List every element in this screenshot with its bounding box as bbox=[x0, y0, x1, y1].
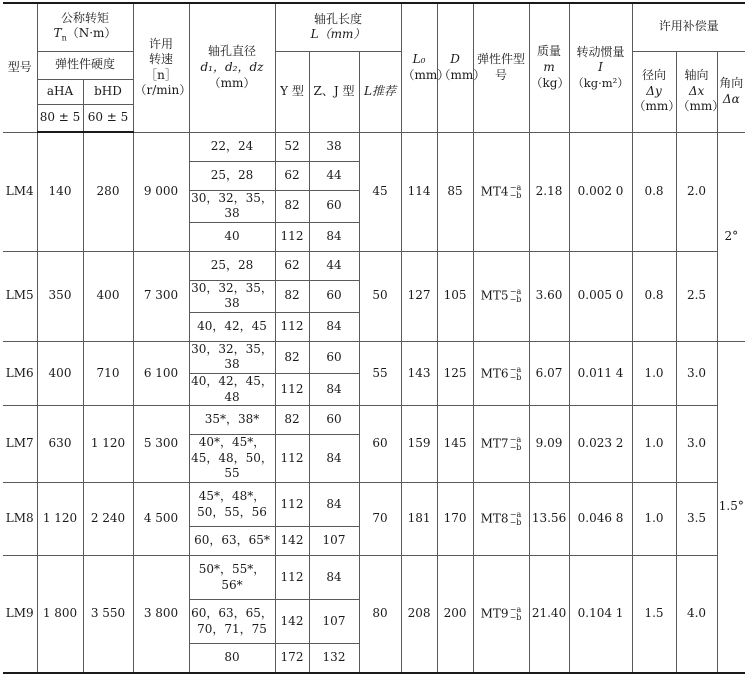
header-zj-type: Z、J 型 bbox=[309, 51, 359, 132]
table-row bbox=[3, 556, 745, 600]
length-y: 62 bbox=[275, 161, 309, 190]
header-radial: 径向 Δy （mm） bbox=[632, 51, 676, 132]
D-value: 125 bbox=[437, 341, 473, 405]
header-inertia: 转动惯量 I （kg·m²） bbox=[569, 3, 632, 132]
mass-value: 3.60 bbox=[529, 251, 569, 341]
header-torque: 公称转矩 $T_n(N\cdot m)$ bbox=[37, 3, 133, 51]
D-value: 105 bbox=[437, 251, 473, 341]
header-y-type: Y 型 bbox=[275, 51, 309, 132]
D-value: 200 bbox=[437, 556, 473, 673]
bore-diameter: 60，63，65* bbox=[189, 527, 275, 556]
length-y: 112 bbox=[275, 483, 309, 527]
length-y: 112 bbox=[275, 435, 309, 483]
length-y: 82 bbox=[275, 341, 309, 373]
radial-comp: 1.0 bbox=[632, 483, 676, 556]
torque-aHA: 140 bbox=[37, 132, 83, 251]
torque-aHA: 630 bbox=[37, 406, 83, 483]
torque-bHD: 1 120 bbox=[83, 406, 133, 483]
bore-diameter: 60，63，65， 70，71，75 bbox=[189, 600, 275, 644]
header-aHA-value: 80 ± 5 bbox=[37, 104, 83, 132]
elastic-model: MT7 −a −b bbox=[473, 406, 529, 483]
length-zj: 44 bbox=[309, 161, 359, 190]
length-zj: 107 bbox=[309, 600, 359, 644]
inertia-value: 0.002 0 bbox=[569, 132, 632, 251]
mass-value: 9.09 bbox=[529, 406, 569, 483]
bore-diameter: 40，42，45，48 bbox=[189, 374, 275, 406]
radial-comp: 0.8 bbox=[632, 251, 676, 341]
header-bore: 轴孔直径 d₁，d₂，dz （mm） bbox=[189, 3, 275, 132]
L0-value: 181 bbox=[401, 483, 437, 556]
header-speed: 许用 转速 ［n］ （r/min） bbox=[133, 3, 189, 132]
length-recommended: 60 bbox=[359, 406, 401, 483]
length-y: 112 bbox=[275, 374, 309, 406]
inertia-value: 0.104 1 bbox=[569, 556, 632, 673]
length-zj: 84 bbox=[309, 312, 359, 341]
table-row bbox=[3, 483, 745, 527]
elastic-model: MT4 −a −b bbox=[473, 132, 529, 251]
header-axial: 轴向 Δx （mm） bbox=[676, 51, 717, 132]
allowable-speed: 6 100 bbox=[133, 341, 189, 405]
length-y: 82 bbox=[275, 406, 309, 435]
model-name: LM8 bbox=[3, 483, 37, 556]
length-zj: 44 bbox=[309, 251, 359, 280]
L0-value: 127 bbox=[401, 251, 437, 341]
axial-comp: 2.0 bbox=[676, 132, 717, 251]
model-name: LM7 bbox=[3, 406, 37, 483]
length-y: 142 bbox=[275, 600, 309, 644]
table-row bbox=[3, 406, 745, 435]
radial-comp: 1.5 bbox=[632, 556, 676, 673]
header-compensation: 许用补偿量 bbox=[632, 3, 745, 51]
torque-bHD: 2 240 bbox=[83, 483, 133, 556]
torque-bHD: 3 550 bbox=[83, 556, 133, 673]
axial-comp: 3.0 bbox=[676, 341, 717, 405]
header-angular: 角向 Δα bbox=[717, 51, 745, 132]
length-zj: 60 bbox=[309, 341, 359, 373]
elastic-model: MT9 −a −b bbox=[473, 556, 529, 673]
bore-diameter: 25，28 bbox=[189, 161, 275, 190]
length-y: 82 bbox=[275, 280, 309, 312]
header-aHA: aHA bbox=[37, 79, 83, 104]
model-name: LM4 bbox=[3, 132, 37, 251]
torque-bHD: 400 bbox=[83, 251, 133, 341]
torque-bHD: 280 bbox=[83, 132, 133, 251]
bore-diameter: 45*，48*， 50，55，56 bbox=[189, 483, 275, 527]
allowable-speed: 4 500 bbox=[133, 483, 189, 556]
length-zj: 60 bbox=[309, 280, 359, 312]
length-y: 112 bbox=[275, 556, 309, 600]
L0-value: 208 bbox=[401, 556, 437, 673]
bore-diameter: 50*，55*， 56* bbox=[189, 556, 275, 600]
length-recommended: 50 bbox=[359, 251, 401, 341]
length-zj: 84 bbox=[309, 556, 359, 600]
bore-diameter: 80 bbox=[189, 644, 275, 673]
allowable-speed: 9 000 bbox=[133, 132, 189, 251]
length-y: 52 bbox=[275, 132, 309, 161]
angular-comp: 1.5° bbox=[717, 341, 745, 672]
bore-diameter: 40 bbox=[189, 222, 275, 251]
table-row bbox=[3, 132, 745, 161]
header-elastic-model: 弹性件型号 bbox=[473, 3, 529, 132]
bore-diameter: 40，42，45 bbox=[189, 312, 275, 341]
header-l-recommended: L推荐 bbox=[359, 51, 401, 132]
axial-comp: 3.0 bbox=[676, 406, 717, 483]
radial-comp: 1.0 bbox=[632, 341, 676, 405]
torque-aHA: 400 bbox=[37, 341, 83, 405]
model-name: LM5 bbox=[3, 251, 37, 341]
header-hardness: 弹性件硬度 bbox=[37, 51, 133, 79]
bore-diameter: 35*，38* bbox=[189, 406, 275, 435]
length-recommended: 45 bbox=[359, 132, 401, 251]
radial-comp: 0.8 bbox=[632, 132, 676, 251]
length-y: 142 bbox=[275, 527, 309, 556]
length-y: 62 bbox=[275, 251, 309, 280]
length-y: 82 bbox=[275, 190, 309, 222]
length-zj: 38 bbox=[309, 132, 359, 161]
angular-comp: 2° bbox=[717, 132, 745, 341]
L0-value: 143 bbox=[401, 341, 437, 405]
length-zj: 84 bbox=[309, 435, 359, 483]
model-name: LM9 bbox=[3, 556, 37, 673]
header-L0: L₀ （mm） bbox=[401, 3, 437, 132]
length-y: 172 bbox=[275, 644, 309, 673]
L0-value: 159 bbox=[401, 406, 437, 483]
mass-value: 13.56 bbox=[529, 483, 569, 556]
radial-comp: 1.0 bbox=[632, 406, 676, 483]
length-zj: 84 bbox=[309, 374, 359, 406]
torque-aHA: 350 bbox=[37, 251, 83, 341]
length-zj: 107 bbox=[309, 527, 359, 556]
header-bHD: bHD bbox=[83, 79, 133, 104]
torque-aHA: 1 800 bbox=[37, 556, 83, 673]
bore-diameter: 40*，45*， 45，48，50，55 bbox=[189, 435, 275, 483]
model-name: LM6 bbox=[3, 341, 37, 405]
bore-diameter: 22，24 bbox=[189, 132, 275, 161]
length-zj: 132 bbox=[309, 644, 359, 673]
bore-diameter: 30，32，35，38 bbox=[189, 190, 275, 222]
length-y: 112 bbox=[275, 312, 309, 341]
mass-value: 2.18 bbox=[529, 132, 569, 251]
mass-value: 6.07 bbox=[529, 341, 569, 405]
header-length: 轴孔长度 L（mm） bbox=[275, 3, 401, 51]
bore-diameter: 30，32，35，38 bbox=[189, 280, 275, 312]
header-model: 型号 bbox=[3, 3, 37, 132]
length-y: 112 bbox=[275, 222, 309, 251]
axial-comp: 4.0 bbox=[676, 556, 717, 673]
allowable-speed: 7 300 bbox=[133, 251, 189, 341]
inertia-value: 0.011 4 bbox=[569, 341, 632, 405]
torque-aHA: 1 120 bbox=[37, 483, 83, 556]
axial-comp: 3.5 bbox=[676, 483, 717, 556]
inertia-value: 0.023 2 bbox=[569, 406, 632, 483]
D-value: 170 bbox=[437, 483, 473, 556]
D-value: 85 bbox=[437, 132, 473, 251]
length-recommended: 80 bbox=[359, 556, 401, 673]
elastic-model: MT5 −a −b bbox=[473, 251, 529, 341]
axial-comp: 2.5 bbox=[676, 251, 717, 341]
D-value: 145 bbox=[437, 406, 473, 483]
allowable-speed: 3 800 bbox=[133, 556, 189, 673]
mass-value: 21.40 bbox=[529, 556, 569, 673]
table-row bbox=[3, 341, 745, 373]
length-zj: 84 bbox=[309, 222, 359, 251]
L0-value: 114 bbox=[401, 132, 437, 251]
allowable-speed: 5 300 bbox=[133, 406, 189, 483]
table-row bbox=[3, 251, 745, 280]
length-zj: 84 bbox=[309, 483, 359, 527]
length-recommended: 55 bbox=[359, 341, 401, 405]
bore-diameter: 25，28 bbox=[189, 251, 275, 280]
elastic-model: MT6 −a −b bbox=[473, 341, 529, 405]
length-recommended: 70 bbox=[359, 483, 401, 556]
length-zj: 60 bbox=[309, 190, 359, 222]
bore-diameter: 30，32，35，38 bbox=[189, 341, 275, 373]
length-zj: 60 bbox=[309, 406, 359, 435]
header-bHD-value: 60 ± 5 bbox=[83, 104, 133, 132]
inertia-value: 0.046 8 bbox=[569, 483, 632, 556]
coupling-spec-table bbox=[3, 2, 745, 674]
elastic-model: MT8 −a −b bbox=[473, 483, 529, 556]
header-D: D （mm） bbox=[437, 3, 473, 132]
header-mass: 质量 m （kg） bbox=[529, 3, 569, 132]
inertia-value: 0.005 0 bbox=[569, 251, 632, 341]
torque-bHD: 710 bbox=[83, 341, 133, 405]
